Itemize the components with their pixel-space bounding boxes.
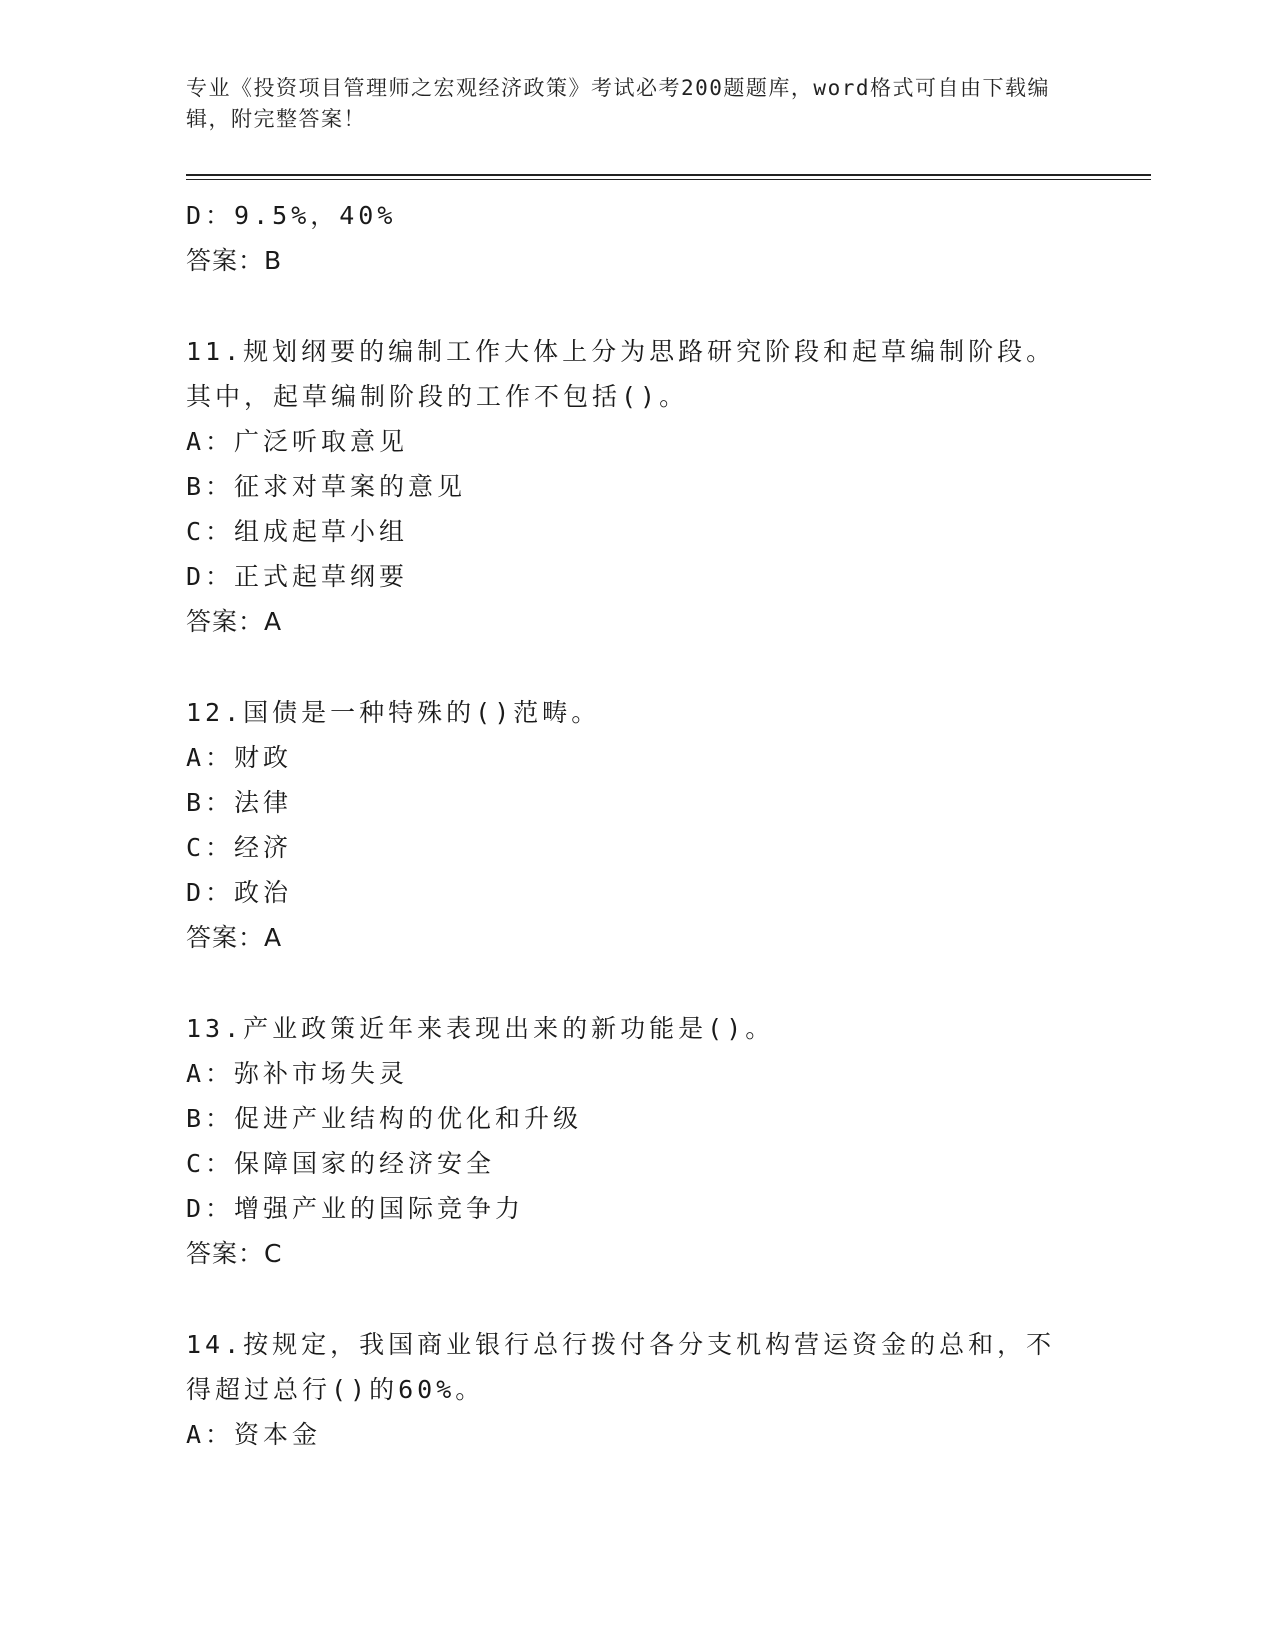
answer: 答案：B <box>186 246 283 275</box>
option-d: D：9.5%，40% <box>186 201 397 230</box>
option-d: D：正式起草纲要 <box>186 562 409 591</box>
question-13-text: 13.产业政策近年来表现出来的新功能是()。 <box>186 1014 775 1043</box>
header-divider-thin <box>186 179 1151 180</box>
header-divider <box>186 174 1151 176</box>
option-a: A：资本金 <box>186 1420 322 1449</box>
spacer <box>186 1276 1086 1322</box>
option-b: B：征求对草案的意见 <box>186 472 467 501</box>
answer: 答案：C <box>186 1239 283 1268</box>
question-12-text: 12.国债是一种特殊的()范畴。 <box>186 698 601 727</box>
option-b: B：促进产业结构的优化和升级 <box>186 1104 583 1133</box>
page-header: 专业《投资项目管理师之宏观经济政策》考试必考200题题库，word格式可自由下载编辑，附完整答案！ <box>186 76 1050 131</box>
answer: 答案：A <box>186 923 283 952</box>
spacer <box>186 644 1086 690</box>
option-a: A：弥补市场失灵 <box>186 1059 409 1088</box>
option-c: C：经济 <box>186 833 293 862</box>
answer: 答案：A <box>186 607 283 636</box>
option-c: C：组成起草小组 <box>186 517 409 546</box>
option-b: B：法律 <box>186 788 293 817</box>
question-list <box>186 193 1086 1457</box>
question-14-text: 14.按规定，我国商业银行总行拨付各分支机构营运资金的总和，不得超过总行()的60%。 <box>186 1330 1056 1404</box>
option-a: A：财政 <box>186 743 293 772</box>
spacer <box>186 960 1086 1006</box>
option-d: D：政治 <box>186 878 293 907</box>
option-c: C：保障国家的经济安全 <box>186 1149 496 1178</box>
option-d: D：增强产业的国际竞争力 <box>186 1194 525 1223</box>
option-a: A：广泛听取意见 <box>186 427 409 456</box>
question-11-text: 11.规划纲要的编制工作大体上分为思路研究阶段和起草编制阶段。其中，起草编制阶段的工作不包括()。 <box>186 337 1056 411</box>
spacer <box>186 283 1086 329</box>
